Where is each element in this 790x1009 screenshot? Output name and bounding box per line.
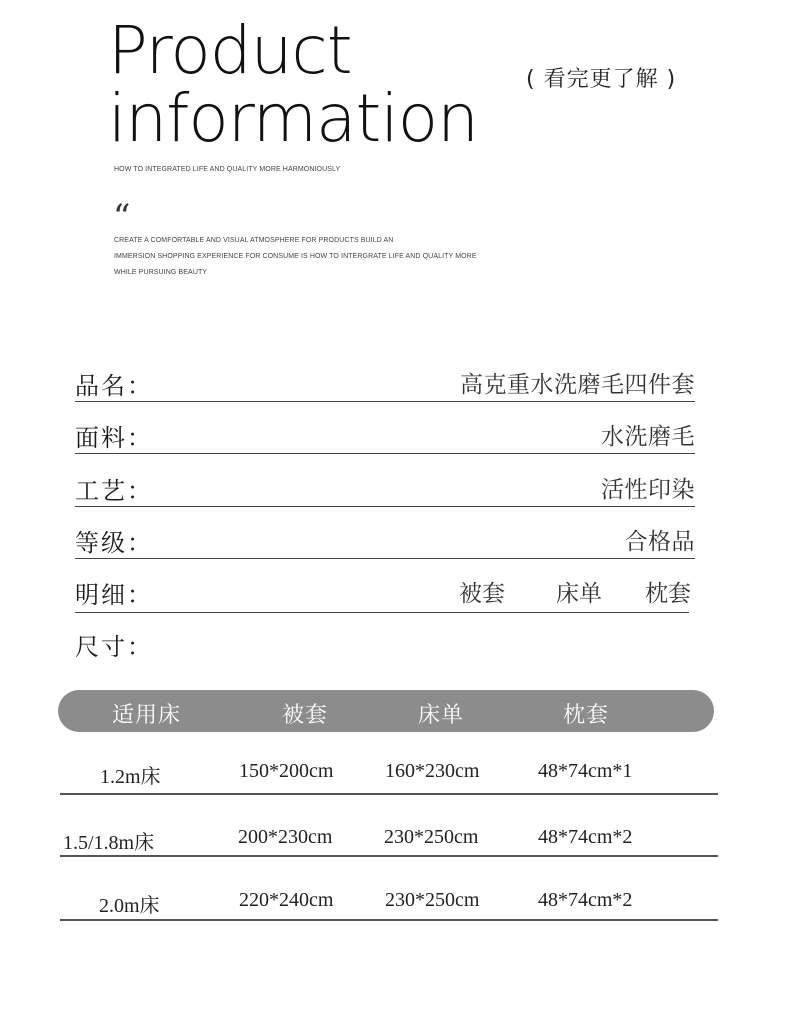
table-header-cell: 被套 <box>282 703 329 728</box>
divider <box>75 401 695 402</box>
table-cell: 200*230cm <box>238 826 333 848</box>
table-header-cell: 床单 <box>418 703 465 728</box>
info-row-name <box>75 362 695 402</box>
divider <box>75 506 695 507</box>
info-label: 面料： <box>75 424 153 452</box>
info-value: 水洗磨毛 <box>601 424 695 450</box>
table-row-divider <box>60 855 718 857</box>
table-row-divider <box>60 919 718 921</box>
table-cell: 48*74cm*1 <box>538 760 633 782</box>
info-value: 高克重水洗磨毛四件套 <box>460 372 695 398</box>
table-cell: 230*250cm <box>384 826 479 848</box>
table-cell: 1.2m床 <box>100 766 161 788</box>
table-cell: 48*74cm*2 <box>538 826 633 848</box>
detail-item: 床单 <box>556 581 602 607</box>
divider <box>75 558 695 559</box>
table-header-cell: 枕套 <box>563 703 610 728</box>
info-label: 明细： <box>75 581 153 609</box>
info-row-grade <box>75 519 695 559</box>
table-cell: 150*200cm <box>239 760 334 782</box>
table-cell: 230*250cm <box>385 889 480 911</box>
detail-item: 枕套 <box>645 581 691 607</box>
title-line-2: information <box>108 80 478 157</box>
info-row-size <box>75 623 695 663</box>
table-cell: 160*230cm <box>385 760 480 782</box>
info-label: 等级： <box>75 529 153 557</box>
table-cell: 2.0m床 <box>99 895 160 917</box>
description-line: CREATE A COMFORTABLE AND VISUAL ATMOSPHERE FOR PRODUCTS BUILD AN <box>114 237 394 244</box>
subtitle: ( 看完更了解 ) <box>526 67 677 92</box>
size-table-header <box>58 690 714 732</box>
title-line-1: Product <box>108 12 352 89</box>
info-value: 合格品 <box>624 529 695 555</box>
info-value: 活性印染 <box>601 477 695 503</box>
table-header-cell: 适用床 <box>112 703 182 728</box>
table-cell: 48*74cm*2 <box>538 889 633 911</box>
info-row-craft <box>75 467 695 507</box>
info-label: 品名： <box>75 372 153 400</box>
table-cell: 1.5/1.8m床 <box>63 832 155 854</box>
divider <box>75 612 689 613</box>
detail-item: 被套 <box>459 581 505 607</box>
info-row-detail <box>75 571 695 613</box>
tagline: HOW TO INTEGRATED LIFE AND QUALITY MORE HARMONIOUSLY <box>114 166 341 173</box>
divider <box>75 453 695 454</box>
table-row-divider <box>60 793 718 795</box>
description-line: IMMERSION SHOPPING EXPERIENCE FOR CONSUME IS HOW TO INTERGRATE LIFE AND QUALITY MORE <box>114 253 477 260</box>
table-cell: 220*240cm <box>239 889 334 911</box>
quote-icon: “ <box>113 197 131 237</box>
info-label: 尺寸： <box>75 633 153 661</box>
info-row-fabric <box>75 414 695 454</box>
info-label: 工艺： <box>75 477 153 505</box>
description-line: WHILE PURSUING BEAUTY <box>114 269 208 276</box>
